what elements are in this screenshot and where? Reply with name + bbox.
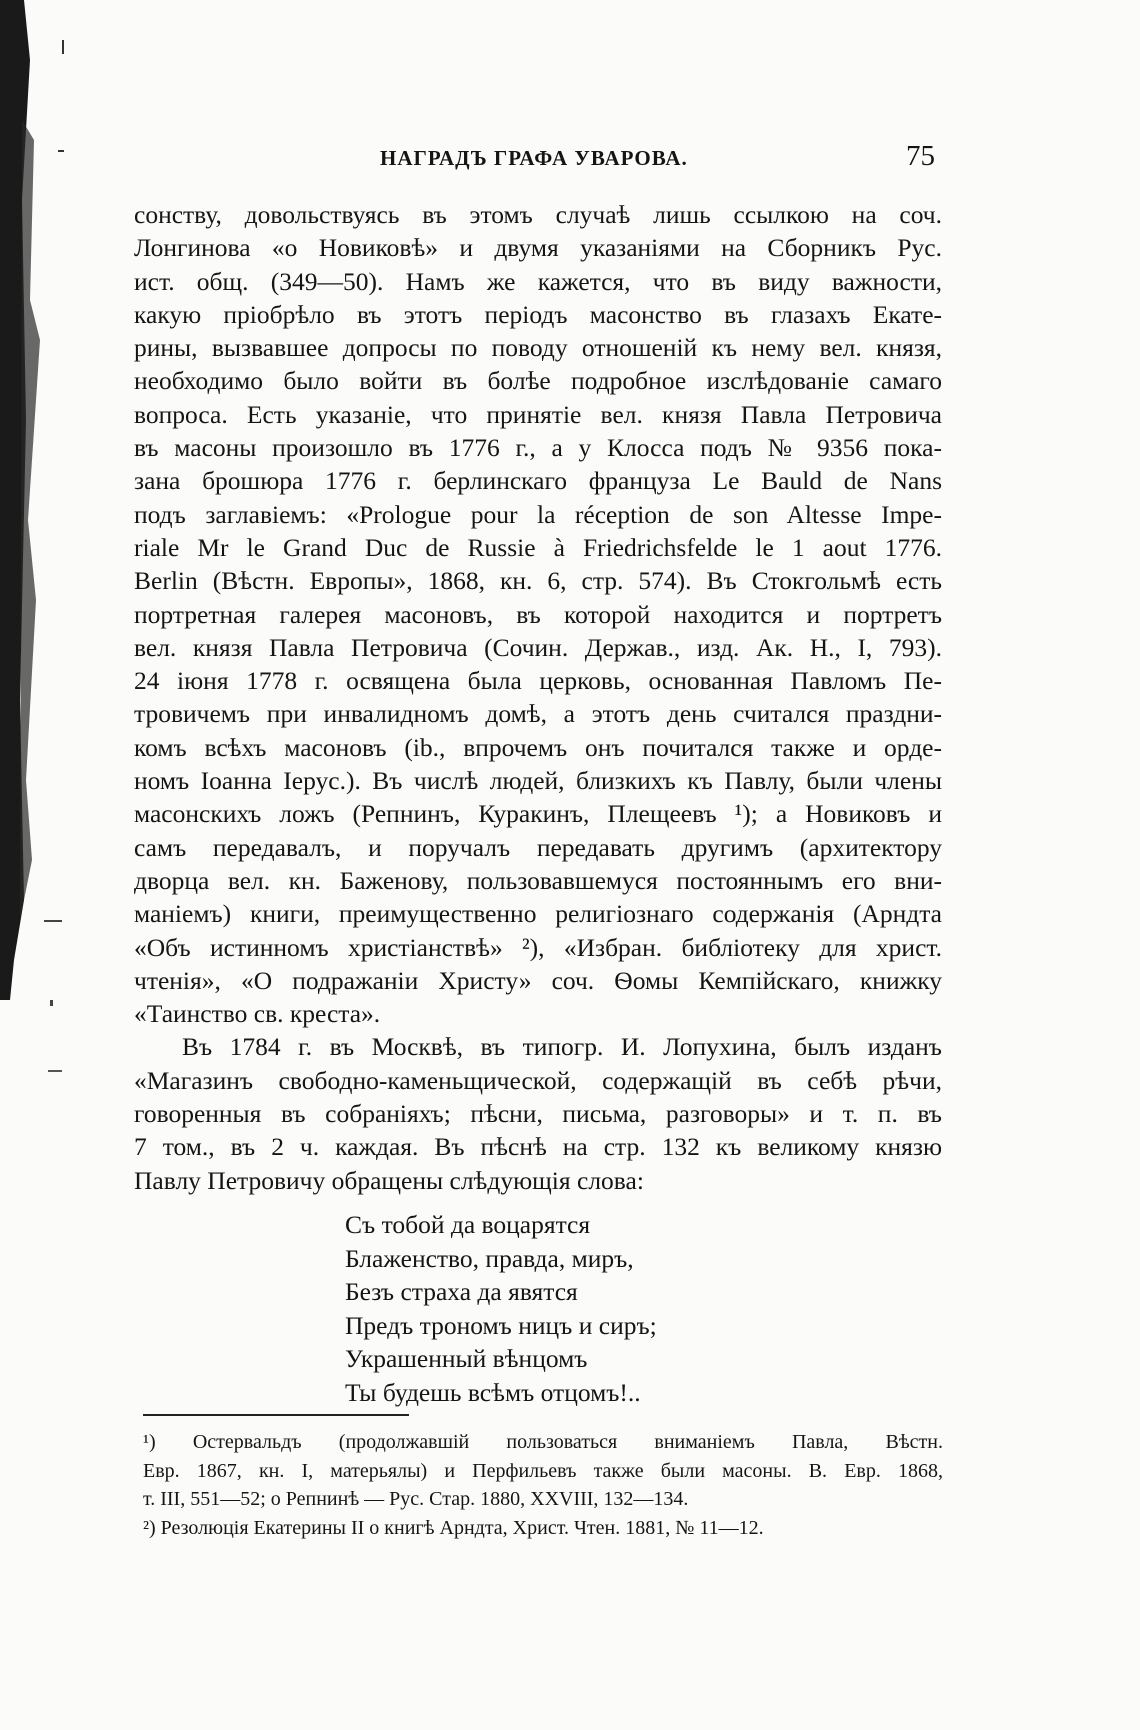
body-line: Въ 1784 г. въ Москвѣ, въ типогр. И. Лопухина, былъ изданъ [182, 1032, 942, 1062]
body-line: въ масоны произошло въ 1776 г., а у Клосса подъ № 9356 пока- [134, 433, 942, 463]
poem-line: Съ тобой да воцарятся [345, 1210, 591, 1239]
body-line: вел. князя Павла Петровича (Сочин. Держав., изд. Ак. Н., I, 793). [134, 632, 942, 662]
body-line: чтенія», «О подражаніи Христу» соч. Ѳомы Кемпійскаго, книжку [134, 965, 942, 995]
poem-line: Украшенный вѣнцомъ [345, 1344, 588, 1373]
poem-line: Ты будешь всѣмъ отцомъ!.. [345, 1377, 641, 1407]
body-line: дворца вел. кн. Баженову, пользовавшемуся постояннымъ его вни- [134, 865, 942, 895]
body-line: ист. общ. (349—50). Намъ же кажется, что въ виду важности, [134, 266, 942, 296]
poem-verse [345, 1208, 657, 1409]
poem-line: Блаженство, правда, миръ, [345, 1243, 634, 1273]
body-line: сонству, довольствуясь въ этомъ случаѣ лишь ссылкою на соч. [134, 200, 942, 229]
body-line: Лонгинова «о Новиковѣ» и двумя указаніями на Сборникъ Рус. [134, 233, 942, 263]
body-line: маніемъ) книги, преимущественно религіознаго содержанія (Арндта [134, 899, 942, 929]
body-line: 7 том., въ 2 ч. каждая. Въ пѣснѣ на стр. 132 къ великому князю [134, 1132, 942, 1162]
body-line: масонскихъ ложъ (Репнинъ, Куракинъ, Плещеевъ ¹); а Новиковъ и [134, 799, 942, 829]
poem-line: Предъ трономъ ницъ и сиръ; [345, 1310, 657, 1340]
body-line: вопроса. Есть указаніе, что принятіе вел. князя Павла Петровича [134, 399, 942, 429]
body-line: номъ Іоанна Іерус.). Въ числѣ людей, близкихъ къ Павлу, были члены [134, 766, 942, 796]
poem-line: Безъ страха да явятся [345, 1277, 578, 1306]
body-line: рины, вызвавшее допросы по поводу отношеній къ нему вел. князя, [134, 333, 942, 363]
body-line: «Объ истинномъ христіанствѣ» ²), «Избран. библіотеку для христ. [134, 932, 942, 962]
body-line: самъ передавалъ, и поручалъ передавать другимъ (архитектору [134, 832, 942, 862]
footnote-line: ²) Резолюція Екатерины II о книгѣ Арндта, Христ. Чтен. 1881, № 11—12. [143, 1516, 764, 1539]
body-line: портретная галерея масоновъ, въ которой находится и портретъ [134, 599, 942, 629]
body-line: «Магазинъ свободно-каменьщической, содержащій въ себѣ рѣчи, [134, 1065, 942, 1095]
running-title: НАГРАДЪ ГРАФА УВАРОВА. [380, 146, 688, 170]
body-line: какую пріобрѣло въ этотъ періодъ масонство въ глазахъ Екате- [134, 299, 942, 329]
body-text [134, 198, 942, 1197]
body-line: Berlin (Вѣстн. Европы», 1868, кн. 6, стр. 574). Въ Стокгольмѣ есть [134, 566, 942, 596]
footnote-line: т. III, 551—52; о Репнинѣ — Рус. Стар. 1880, XXVIII, 132—134. [143, 1488, 689, 1510]
body-line: комъ всѣхъ масоновъ (ib., впрочемъ онъ почитался также и орде- [134, 732, 942, 762]
body-line: «Таинство св. креста». [134, 999, 381, 1029]
page-binding-edge [0, 0, 78, 1730]
body-line: необходимо было войти въ болѣе подробное изслѣдованіе самаго [134, 366, 942, 396]
footnotes [143, 1428, 943, 1542]
body-line: говоренныя въ собраніяхъ; пѣсни, письма, разговоры» и т. п. въ [134, 1099, 942, 1129]
page-number: 75 [906, 140, 935, 172]
body-line: 24 іюня 1778 г. освящена была церковь, основанная Павломъ Пе- [134, 666, 942, 696]
body-line: Павлу Петровичу обращены слѣдующія слова: [134, 1165, 644, 1195]
footnote-line: ¹) Остервальдъ (продолжавшій пользоваться вниманіемъ Павла, Вѣстн. [143, 1431, 943, 1453]
footnote-divider [143, 1414, 409, 1416]
footnote-line: Евр. 1867, кн. I, матерьялы) и Перфильевъ также были масоны. В. Евр. 1868, [143, 1459, 943, 1482]
body-line: riale Mr le Grand Duc de Russie à Friedrichsfelde le 1 aout 1776. [134, 532, 942, 562]
body-line: тровичемъ при инвалидномъ домѣ, а этотъ день считался праздни- [134, 699, 942, 729]
body-line: подъ заглавіемъ: «Prologue pour la réception de son Altesse Impe- [134, 499, 942, 529]
body-line: зана брошюра 1776 г. берлинскаго француза Le Bauld de Nans [134, 466, 942, 496]
